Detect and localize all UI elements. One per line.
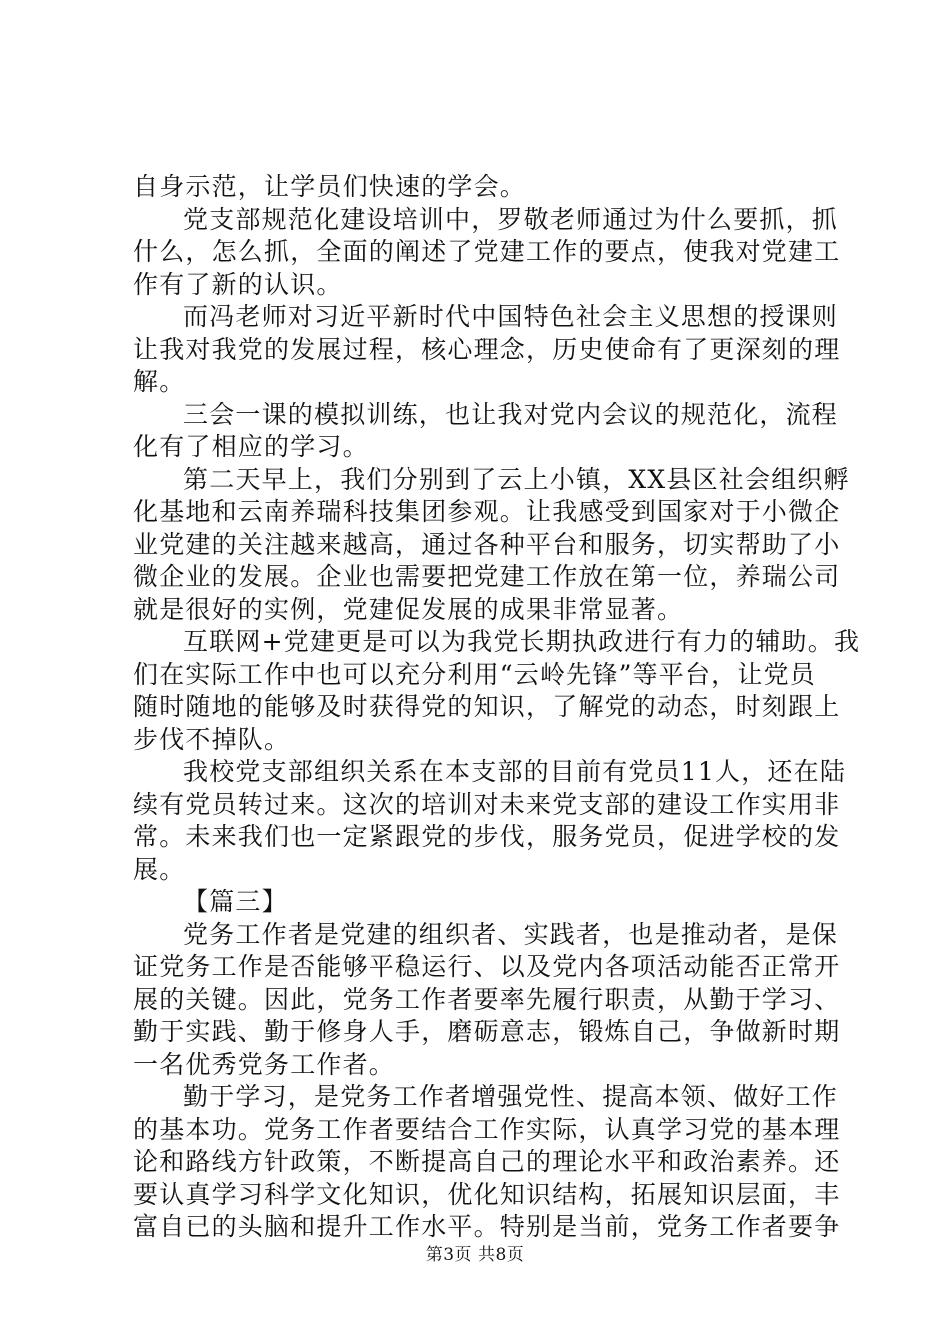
- text-line: 步伐不掉队。: [133, 724, 291, 754]
- text-line: 什么，怎么抓，全面的阐述了党建工作的要点，使我对党建工: [133, 237, 841, 266]
- page-footer: 第3页 共8页: [425, 1245, 525, 1265]
- text-line: 党支部规范化建设培训中，罗敬老师通过为什么要抓，抓: [183, 204, 839, 234]
- text-line: 互联网+党建更是可以为我党长期执政进行有力的辅助。我: [183, 627, 861, 656]
- text-line: 作有了新的认识。: [133, 269, 343, 299]
- text-line: 的基本功。党务工作者要结合工作实际，认真学习党的基本理: [133, 1114, 841, 1144]
- text-line: 勤于实践、勤于修身人手，磨砺意志，锻炼自己，争做新时期: [133, 1017, 841, 1046]
- text-line: 富自已的头脑和提升工作水平。特别是当前，党务工作者要争: [133, 1212, 841, 1241]
- text-line: 【篇三】: [183, 887, 288, 916]
- text-line: 让我对我党的发展过程，核心理念，历史使命有了更深刻的理: [133, 334, 841, 364]
- text-line: 我校党支部组织关系在本支部的目前有党员11人，还在陆: [183, 757, 847, 786]
- text-line: 们在实际工作中也可以充分利用“云岭先锋”等平台，让党员: [133, 659, 816, 689]
- text-line: 微企业的发展。企业也需要把党建工作放在第一位，养瑞公司: [133, 562, 841, 591]
- text-line: 要认真学习科学文化知识，优化知识结构，拓展知识层面，丰: [133, 1179, 841, 1209]
- text-line: 第二天早上，我们分别到了云上小镇，XX县区社会组织孵: [183, 464, 850, 494]
- text-line: 三会一课的模拟训练，也让我对党内会议的规范化，流程: [183, 399, 839, 429]
- text-line: 解。: [133, 367, 186, 396]
- text-line: 常。未来我们也一定紧跟党的步伐，服务党员，促进学校的发: [133, 822, 841, 851]
- text-line: 论和路线方针政策，不断提高自己的理论水平和政治素养。还: [133, 1147, 841, 1176]
- text-line: 而冯老师对习近平新时代中国特色社会主义思想的授课则: [183, 302, 839, 331]
- text-line: 续有党员转过来。这次的培训对未来党支部的建设工作实用非: [133, 789, 841, 819]
- text-line: 党务工作者是党建的组织者、实践者，也是推动者，是保: [183, 919, 839, 949]
- text-line: 随时随地的能够及时获得党的知识，了解党的动态，时刻跟上: [133, 692, 841, 721]
- document-body: [133, 171, 861, 1244]
- text-line: 勤于学习，是党务工作者增强党性、提高本领、做好工作: [183, 1082, 839, 1111]
- text-line: 就是很好的实例，党建促发展的成果非常显著。: [133, 594, 684, 624]
- text-line: 业党建的关注越来越高，通过各种平台和服务，切实帮助了小: [133, 529, 841, 559]
- text-line: 化有了相应的学习。: [133, 432, 369, 461]
- text-line: 展的关键。因此，党务工作者要率先履行职责，从勤于学习、: [133, 984, 841, 1014]
- text-line: 一名优秀党务工作者。: [133, 1049, 396, 1079]
- text-line: 证党务工作是否能够平稳运行、以及党内各项活动能否正常开: [133, 952, 841, 981]
- text-line: 自身示范，让学员们快速的学会。: [133, 172, 527, 201]
- text-line: 展。: [133, 854, 186, 884]
- text-line: 化基地和云南养瑞科技集团参观。让我感受到国家对于小微企: [133, 497, 841, 526]
